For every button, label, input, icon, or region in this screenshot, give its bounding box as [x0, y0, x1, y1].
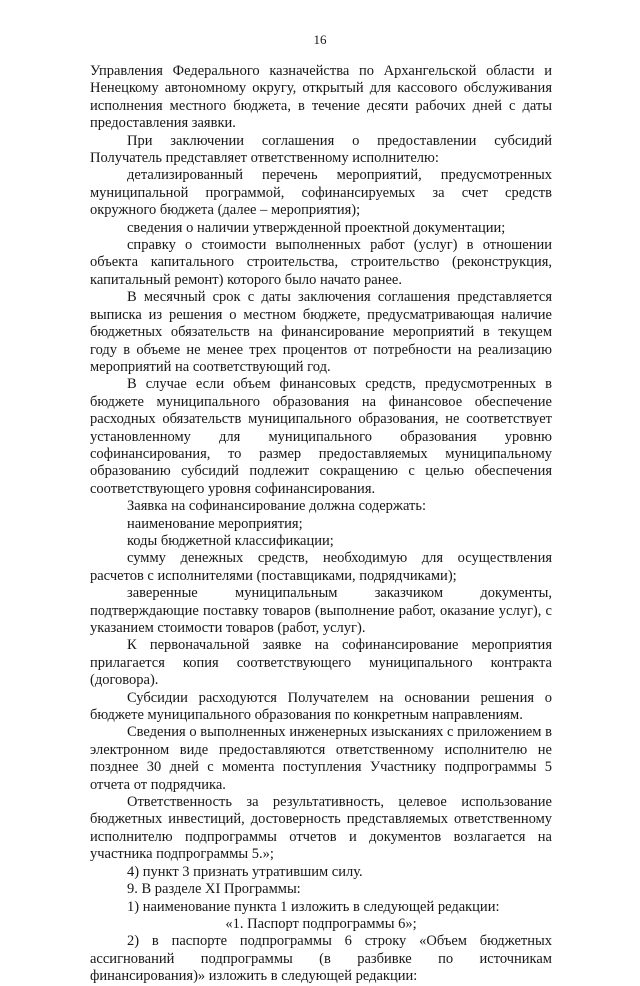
page-number: 16: [313, 32, 327, 47]
paragraph: «1. Паспорт подпрограммы 6»;: [225, 915, 417, 932]
paragraph: В случае если объем финансовых средств, предусмотренных в бюджете муниципального образования на финансовое обеспечение расходных обязательств муниципального образования, не соответствует установленному для муниципального образования уровню софинансирования, то размер предоставляемых муниципальному образованию субсидий подлежит сокращению с целью обеспечения соответствующего уровня софинансирования.: [90, 376, 552, 497]
paragraph: сумму денежных средств, необходимую для осуществления расчетов с исполнителями (поставщиками, подрядчиками);: [90, 550, 552, 584]
paragraph: Сведения о выполненных инженерных изысканиях с приложением в электронном виде предоставляются ответственному исполнителю не позднее 30 дней с момента поступления Участнику подпрограммы 5 отчета от подрядчика.: [90, 724, 552, 793]
paragraph: При заключении соглашения о предоставлении субсидий Получатель представляет ответственному исполнителю:: [90, 132, 552, 167]
paragraph: Ответственность за результативность, целевое использование бюджетных инвестиций, достоверность представляемых ответственному исполнителю подпрограммы отчетов и документов возлагается на участника подпрограммы 5.»;: [90, 794, 552, 863]
paragraph: 2) в паспорте подпрограммы 6 строку «Объем бюджетных ассигнований подпрограммы (в разбивке по источникам финансирования)» изложить в следующей редакции:: [90, 933, 552, 985]
paragraph: Заявка на софинансирование должна содержать:: [127, 498, 426, 515]
paragraph: 9. В разделе XI Программы:: [127, 881, 301, 898]
paragraph: справку о стоимости выполненных работ (услуг) в отношении объекта капитального строительства, строительство (реконструкция, капитальный ремонт) которого было начато ранее.: [90, 237, 552, 288]
paragraph: Управления Федерального казначейства по Архангельской области и Ненецкому автономному округу, открытый для кассового обслуживания исполнения местного бюджета, в течение десяти рабочих дней с даты предоставления заявки.: [90, 63, 552, 132]
paragraph: 4) пункт 3 признать утратившим силу.: [127, 863, 363, 880]
document-body: [90, 63, 552, 986]
paragraph: коды бюджетной классификации;: [127, 532, 334, 549]
paragraph: Субсидии расходуются Получателем на основании решения о бюджете муниципального образования по конкретным направлениям.: [90, 689, 552, 724]
paragraph: В месячный срок с даты заключения соглашения представляется выписка из решения о местном бюджете, предусматривающая наличие бюджетных обязательств на финансирование мероприятий в текущем году в объеме не менее трех процентов от потребности на реализацию мероприятий на соответствующий год.: [90, 289, 552, 375]
paragraph: наименование мероприятия;: [127, 515, 303, 532]
paragraph: 1) наименование пункта 1 изложить в следующей редакции:: [127, 898, 500, 915]
paragraph: сведения о наличии утвержденной проектной документации;: [127, 219, 506, 236]
paragraph: К первоначальной заявке на софинансирование мероприятия прилагается копия соответствующего муниципального контракта (договора).: [90, 637, 552, 689]
paragraph: заверенные муниципальным заказчиком документы, подтверждающие поставку товаров (выполнение работ, оказание услуг), с указанием стоимости товаров (работ, услуг).: [90, 585, 552, 636]
paragraph: детализированный перечень мероприятий, предусмотренных муниципальной программой, софинансируемых за счет средств окружного бюджета (далее – мероприятия);: [90, 167, 552, 219]
